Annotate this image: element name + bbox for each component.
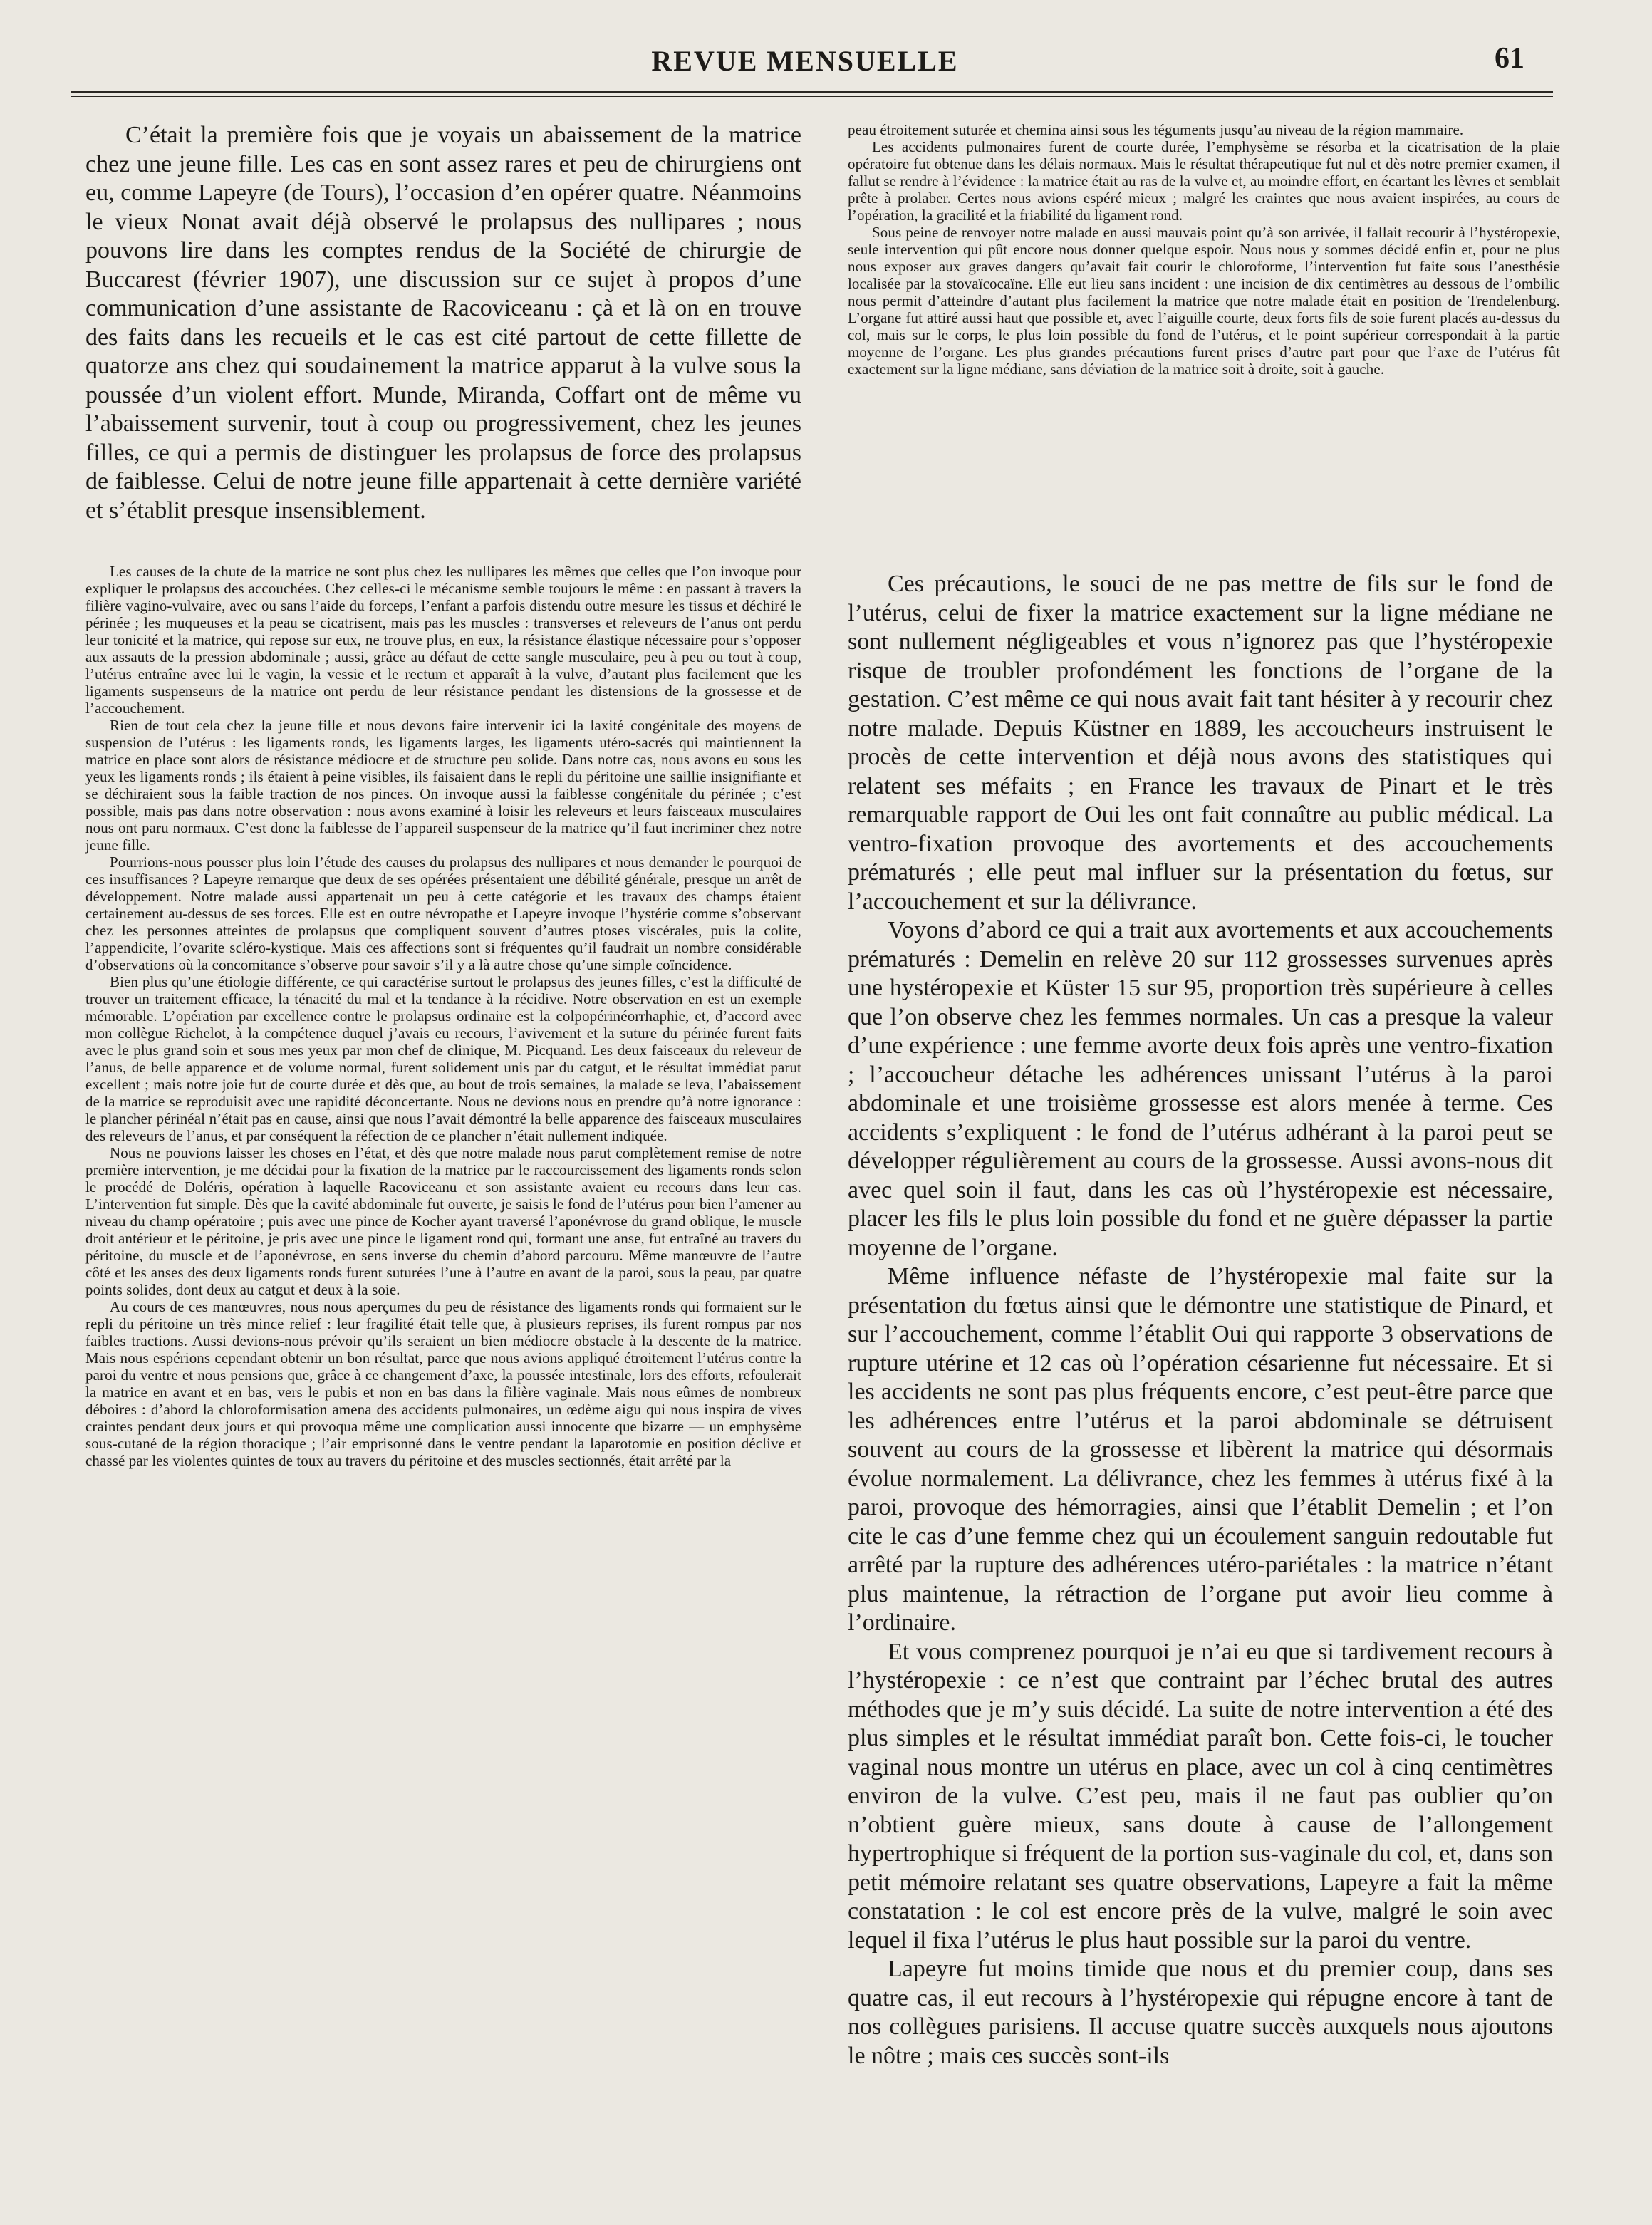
paragraph: Rien de tout cela chez la jeune fille et nous devons faire intervenir ici la laxité congénitale des moyens de suspension de l’utérus : les ligaments ronds, les ligaments larges, les ligaments utéro-sacrés qui maintiennent la matrice en place sont alors de résistance médiocre et de structure peu solide. Dans notre cas, nous avons eu sous les yeux les ligaments ronds ; ils étaient à peine visibles, ils faisaient dans le repli du péritoine une saillie insignifiante et se déchiraient sous la faible traction de nos pinces. On invoque aussi la faiblesse congénitale du périnée ; c’est possible, mais pas dans notre observation : nous avons examiné à loisir les releveurs et leurs faisceaux musculaires nous ont paru normaux. C’est donc la faiblesse de l’appareil suspenseur de la matrice qu’il faut incriminer chez notre jeune fille.	[85, 717, 801, 854]
left-column-notes	[85, 563, 801, 1469]
right-column-notes	[848, 121, 1560, 378]
page-number: 61	[1495, 42, 1524, 75]
paragraph: peau étroitement suturée et chemina ainsi sous les téguments jusqu’au niveau de la région mammaire.	[848, 121, 1464, 138]
header-rule	[71, 91, 1553, 97]
paragraph: Au cours de ces manœuvres, nous nous aperçumes du peu de résistance des ligaments ronds qui formaient sur le repli du péritoine un très mince relief : leur fragilité était telle que, à plusieurs reprises, ils furent rompus par nos faibles tractions. Aussi devions-nous prévoir qu’ils seraient un bien médiocre obstacle à la descente de la matrice. Mais nous espérions cependant obtenir un bon résultat, parce que nous avions appliqué étroitement l’utérus contre la paroi du ventre et nous pensions que, grâce à ce changement d’axe, la poussée intestinale, lors des efforts, refoulerait la matrice en avant et en bas, vers le pubis et non en bas dans la filière vaginale. Mais nous eûmes de nombreux déboires : d’abord la chloroformisation amena des accidents pulmonaires, un œdème aigu qui nous inspira de vives craintes pendant deux jours et qui provoqua même une complication aussi innocente que bizarre — un emphysème sous-cutané de la région thoracique ; l’air emprisonné dans le ventre pendant la laparotomie en position déclive et chassé par les violentes quintes de toux au travers du péritoine et des muscles sectionnés, était arrêté par la	[85, 1298, 801, 1469]
paragraph: Les causes de la chute de la matrice ne sont plus chez les nullipares les mêmes que celles que l’on invoque pour expliquer le prolapsus des accouchées. Chez celles-ci le mécanisme semble toujours le même : en passant à travers la filière vagino-vulvaire, avec ou sans l’aide du forceps, l’enfant a parfois distendu outre mesure les tissus et déchiré le périnée ; les muqueuses et la peau se cicatrisent, mais pas les muscles : transverses et releveurs de l’anus ont perdu leur tonicité et la matrice, qui repose sur eux, ne trouve plus, en eux, la résistance élastique nécessaire pour s’opposer aux assauts de la pression abdominale ; aussi, grâce au défaut de cette sangle musculaire, peu à peu ou tout à coup, l’utérus entraîne avec lui le vagin, la vessie et le rectum et apparaît à la vulve, d’autant plus facilement que les ligaments suspenseurs de la matrice ont perdu de leur résistance pendant les distensions de la grossesse et de l’accouchement.	[85, 563, 801, 717]
paragraph: Nous ne pouvions laisser les choses en l’état, et dès que notre malade nous parut complètement remise de notre première intervention, je me décidai pour la fixation de la matrice par le raccourcissement des ligaments ronds selon le procédé de Doléris, opération à laquelle Racoviceanu et son assistante avaient eu recours dans leur cas. L’intervention fut simple. Dès que la cavité abdominale fut ouverte, je saisis le fond de l’utérus pour bien l’amener au niveau du champ opératoire ; puis avec une pince de Kocher ayant traversé l’aponévrose du grand oblique, le muscle droit antérieur et le péritoine, je pris avec une pince le ligament rond qui, formant une anse, fut entraîné au travers du péritoine, du muscle et de l’aponévrose, en sens inverse du chemin d’abord parcouru. Même manœuvre de l’autre côté et les anses des deux ligaments ronds furent suturées l’une à l’autre en avant de la paroi, sous la peau, par quatre points solides, dont deux au catgut et deux à la soie.	[85, 1144, 801, 1298]
left-column-main-text	[85, 121, 801, 525]
paragraph: Bien plus qu’une étiologie différente, ce qui caractérise surtout le prolapsus des jeunes filles, c’est la difficulté de trouver un traitement efficace, la ténacité du mal et la tendance à la récidive. Notre observation en est un exemple mémorable. L’opération par excellence contre le prolapsus ordinaire est la colpopérinéorrhaphie, et, d’accord avec mon collègue Richelot, à la compétence duquel j’avais eu recours, l’avivement et la suture du périnée furent faits avec le plus grand soin et sous mes yeux par mon chef de clinique, M. Picquand. Les deux faisceaux du releveur de l’anus, de belle apparence et de volume normal, furent solidement unis par du catgut, et le résultat immédiat parut excellent ; mais notre joie fut de courte durée et dès que, au bout de trois semaines, la malade se leva, l’abaissement de la matrice se reproduisit avec une rapidité déconcertante. Nous ne devions nous en prendre qu’à notre ignorance : le plancher périnéal n’était pas en cause, ainsi que nous l’avait démontré la belle apparence des faisceaux musculaires des releveurs de l’anus, et par conséquent la réfection de ce plancher n’était nullement indiquée.	[85, 973, 801, 1144]
paragraph: Pourrions-nous pousser plus loin l’étude des causes du prolapsus des nullipares et nous demander le pourquoi de ces insuffisances ? Lapeyre remarque que deux de ses opérées présentaient une débilité générale, presque un arrêt de développement. Notre malade aussi appartenait un peu à cette catégorie et les travaux des champs étaient certainement au-dessus de ses forces. Elle est en outre névropathe et Lapeyre invoque l’hystérie comme s’observant chez les personnes atteintes de prolapsus que compliquent souvent d’autres ptoses viscérales, puis la colite, l’appendicite, l’ovarite scléro-kystique. Mais ces affections sont si fréquentes qu’il faudrait un nombre considérable d’observations où la concomitance s’observe pour savoir s’il y a là autre chose qu’une simple coïncidence.	[85, 854, 801, 973]
paragraph: C’était la première fois que je voyais un abaissement de la matrice chez une jeune fille. Les cas en sont assez rares et peu de chirurgiens ont eu, comme Lapeyre (de Tours), l’occasion d’en opérer quatre. Néanmoins le vieux Nonat avait déjà observé le prolapsus des nullipares ; nous pouvons lire dans les comptes rendus de la Société de chirurgie de Buccarest (février 1907), une discussion sur ce sujet à propos d’une communication d’une assistante de Racoviceanu : çà et là on en trouve des faits dans les recueils et le cas est cité partout de cette fillette de quatorze ans chez qui soudainement la matrice apparut à la vulve sous la poussée d’un violent effort. Munde, Miranda, Coffart ont de même vu l’abaissement survenir, tout à coup ou progressivement, chez les jeunes filles, ce qui a permis de distinguer les prolapsus de force des prolapsus de faiblesse. Celui de notre jeune fille appartenait à cette dernière variété et s’établit presque insensiblement.	[85, 122, 801, 524]
paragraph: Lapeyre fut moins timide que nous et du premier coup, dans ses quatre cas, il eut recours à l’hystéropexie qui répugne encore à tant de nos collègues parisiens. Il accuse quatre succès auxquels nous ajoutons le nôtre ; mais ces succès sont-ils	[848, 1956, 1553, 2069]
paragraph: Même influence néfaste de l’hystéropexie mal faite sur la présentation du fœtus ainsi que le démontre une statistique de Pinard, et sur l’accouchement, comme l’établit Oui qui rapporte 3 observations de rupture utérine et 12 cas où l’opération césarienne fut nécessaire. Et si les accidents ne sont pas plus fréquents encore, c’est peut-être parce que les adhérences entre l’utérus et la paroi abdominale se détruisent souvent au cours de la grossesse et libèrent la matrice qui désormais évolue normalement. La délivrance, chez les femmes à utérus fixé à la paroi, provoque des hémorragies, ainsi que l’établit Demelin ; et l’on cite le cas d’une femme chez qui un écoulement sanguin redoutable fut arrêté par la rupture des adhérences utéro-pariétales : la matrice n’étant plus maintenue, la rétraction de l’organe put avoir lieu comme à l’ordinaire.	[848, 1263, 1553, 1636]
paragraph: Voyons d’abord ce qui a trait aux avortements et aux accouchements prématurés : Demelin en relève 20 sur 112 grossesses survenues après une hystéropexie et Küster 15 sur 95, proportion très supérieure à celles que l’on observe chez les femmes normales. Un cas a presque la valeur d’une expérience : une femme avorte deux fois après une ventro-fixation ; l’accoucheur détache les adhérences unissant l’utérus à la paroi abdominale et une troisième grossesse est alors menée à terme. Ces accidents s’expliquent : le fond de l’utérus adhérant à la paroi peut se développer régulièrement au cours de la grossesse. Aussi avons-nous dit avec quel soin il faut, dans les cas où l’hystéropexie est nécessaire, placer les fils le plus loin possible du fond et ne guère dépasser la partie moyenne de l’organe.	[848, 917, 1553, 1261]
paragraph: Ces précautions, le souci de ne pas mettre de fils sur le fond de l’utérus, celui de fixer la matrice exactement sur la ligne médiane ne sont nullement négligeables et vous n’ignorez pas que l’hystéropexie risque de troubler profondément les fonctions de l’organe de la gestation. C’est même ce qui nous avait fait tant hésiter à y recourir chez notre malade. Depuis Küstner en 1889, les accoucheurs instruisent le procès de cette intervention et déjà nous avons des statistiques qui relatent ses méfaits ; en France les travaux de Pinart et le très remarquable rapport de Oui les ont fait connaître au public médical. La ventro-fixation provoque des avortements et des accouchements prématurés ; elle peut mal influer sur la présentation du fœtus, sur l’accouchement et sur la délivrance.	[848, 571, 1553, 915]
right-column-main-text	[848, 570, 1553, 2070]
page-header	[71, 41, 1539, 84]
paragraph: Les accidents pulmonaires furent de courte durée, l’emphysème se résorba et la cicatrisation de la plaie opératoire fut obtenue dans les délais normaux. Mais le résultat thérapeutique fut nul et dès notre premier examen, il fallut se rendre à l’évidence : la matrice était au ras de la vulve et, au moindre effort, en écartant les lèvres et semblait prête à prolaber. Certes nous avions espéré mieux ; malgré les craintes que nous avaient inspirées, au cours de l’opération, la gracilité et la friabilité du ligament rond.	[848, 138, 1560, 224]
running-title: REVUE MENSUELLE	[651, 45, 959, 77]
paragraph: Et vous comprenez pourquoi je n’ai eu que si tardivement recours à l’hystéropexie : ce n’est que contraint par l’échec brutal des autres méthodes que je m’y suis décidé. La suite de notre intervention a été des plus simples et le résultat immédiat paraît bon. Cette fois-ci, le toucher vaginal nous montre un utérus en place, avec un col à cinq centimètres environ de la vulve. C’est peu, mais il ne faut pas oublier qu’on n’obtient guère mieux, sans doute à cause de l’allongement hypertrophique si fréquent de la portion sus-vaginale du col, et, dans son petit mémoire relatant ses quatre observations, Lapeyre a fait la même constatation : le col est encore près de la vulve, malgré le soin avec lequel il fixa l’utérus le plus haut possible sur la paroi du ventre.	[848, 1638, 1553, 1954]
paragraph: Sous peine de renvoyer notre malade en aussi mauvais point qu’à son arrivée, il fallait recourir à l’hystéropexie, seule intervention qui pût encore nous donner quelque espoir. Nous nous y sommes décidé enfin et, pour ne plus nous exposer aux graves dangers qu’avait fait courir le chloroforme, l’intervention fut faite sous l’anesthésie localisée par la stovaïcocaïne. Elle eut lieu sans incident : une incision de dix centimètres au dessous de l’ombilic nous permit d’atteindre d’autant plus facilement la matrice que notre malade était en position de Trendelenburg. L’organe fut attiré aussi haut que possible et, avec l’aiguille courte, deux forts fils de soie furent placés au-dessus du col, mais sur le corps, le plus loin possible du fond de l’utérus, et le point supérieur correspondait à la partie moyenne de l’organe. Les plus grandes précautions furent prises d’autre part pour que l’axe de l’utérus fût exactement sur la ligne médiane, sans déviation de la matrice soit à droite, soit à gauche.	[848, 224, 1560, 378]
